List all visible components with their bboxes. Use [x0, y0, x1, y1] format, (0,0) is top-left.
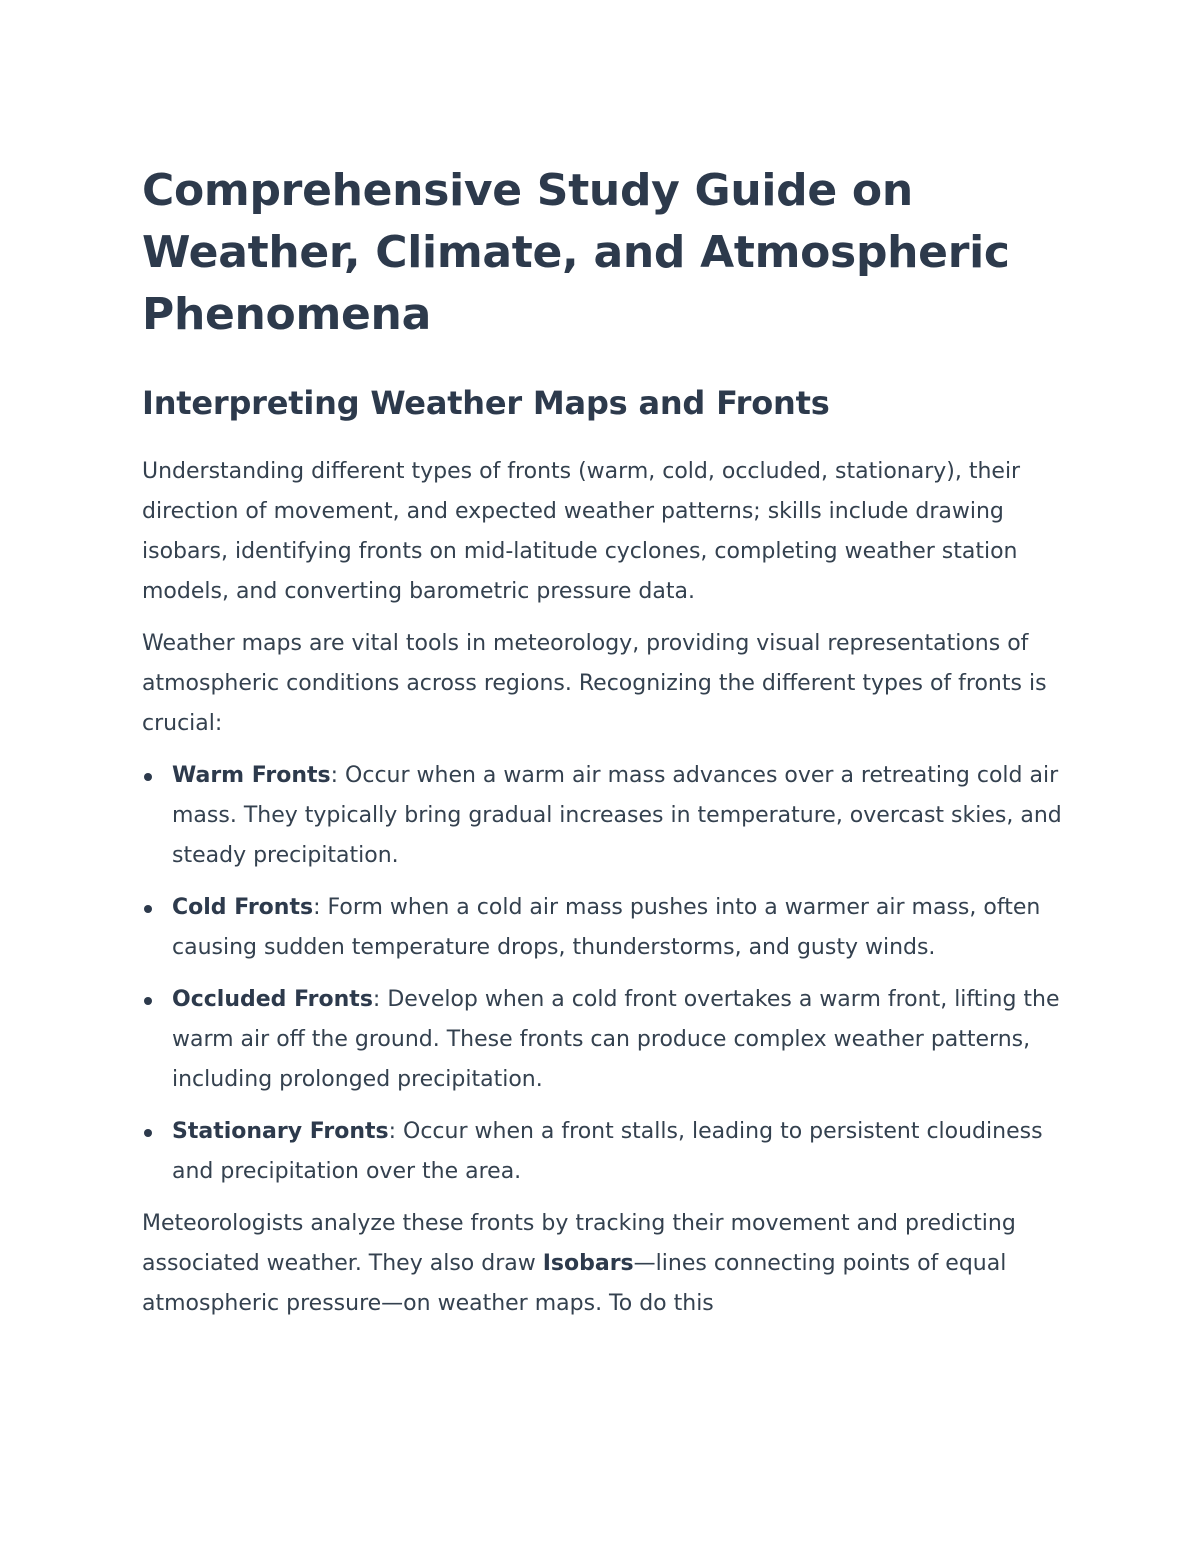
document-page: [142, 160, 1072, 1324]
front-description: : Develop when a cold front overtakes a warm front, lifting the warm air off the ground. These fronts can produce complex weather patterns, including prolonged precipitation.: [172, 987, 1060, 1092]
bullet-icon: [144, 773, 152, 781]
front-term: Stationary Fronts: [172, 1119, 389, 1144]
document-title: Comprehensive Study Guide on Weather, Climate, and Atmospheric Phenomena: [142, 165, 1010, 340]
bullet-icon: [144, 905, 152, 913]
list-item: [142, 1112, 1072, 1192]
closing-text-start: Meteorologists analyze these fronts by tracking their movement and predicting associated weather. They also draw: [142, 1211, 1016, 1276]
list-item: [142, 888, 1072, 968]
section-heading: Interpreting Weather Maps and Fronts: [142, 384, 830, 422]
weather-maps-paragraph: Weather maps are vital tools in meteorology, providing visual representations of atmospheric conditions across regions. Recognizing the different types of fronts is crucial:: [142, 631, 1047, 736]
bullet-icon: [144, 1129, 152, 1137]
isobars-term: Isobars: [542, 1251, 634, 1276]
front-term: Occluded Fronts: [172, 987, 373, 1012]
intro-paragraph: Understanding different types of fronts (warm, cold, occluded, stationary), their direction of movement, and expected weather patterns; skills include drawing isobars, identifying fronts on mid-latitude cyclones, completing weather station models, and converting barometric pressure data.: [142, 459, 1021, 604]
closing-text-end: —lines connecting points of equal atmospheric pressure—on weather maps. To do this: [142, 1251, 1007, 1316]
front-description: : Occur when a warm air mass advances over a retreating cold air mass. They typically bring gradual increases in temperature, overcast skies, and steady precipitation.: [172, 763, 1062, 868]
front-term: Warm Fronts: [172, 763, 331, 788]
closing-paragraph: [142, 1204, 1072, 1324]
front-description: : Occur when a front stalls, leading to persistent cloudiness and precipitation over the area.: [172, 1119, 1043, 1184]
front-description: : Form when a cold air mass pushes into a warmer air mass, often causing sudden temperature drops, thunderstorms, and gusty winds.: [172, 895, 1041, 960]
list-item: [142, 756, 1072, 876]
list-item: [142, 980, 1072, 1100]
fronts-list: [142, 756, 1072, 1192]
front-term: Cold Fronts: [172, 895, 314, 920]
bullet-icon: [144, 997, 152, 1005]
